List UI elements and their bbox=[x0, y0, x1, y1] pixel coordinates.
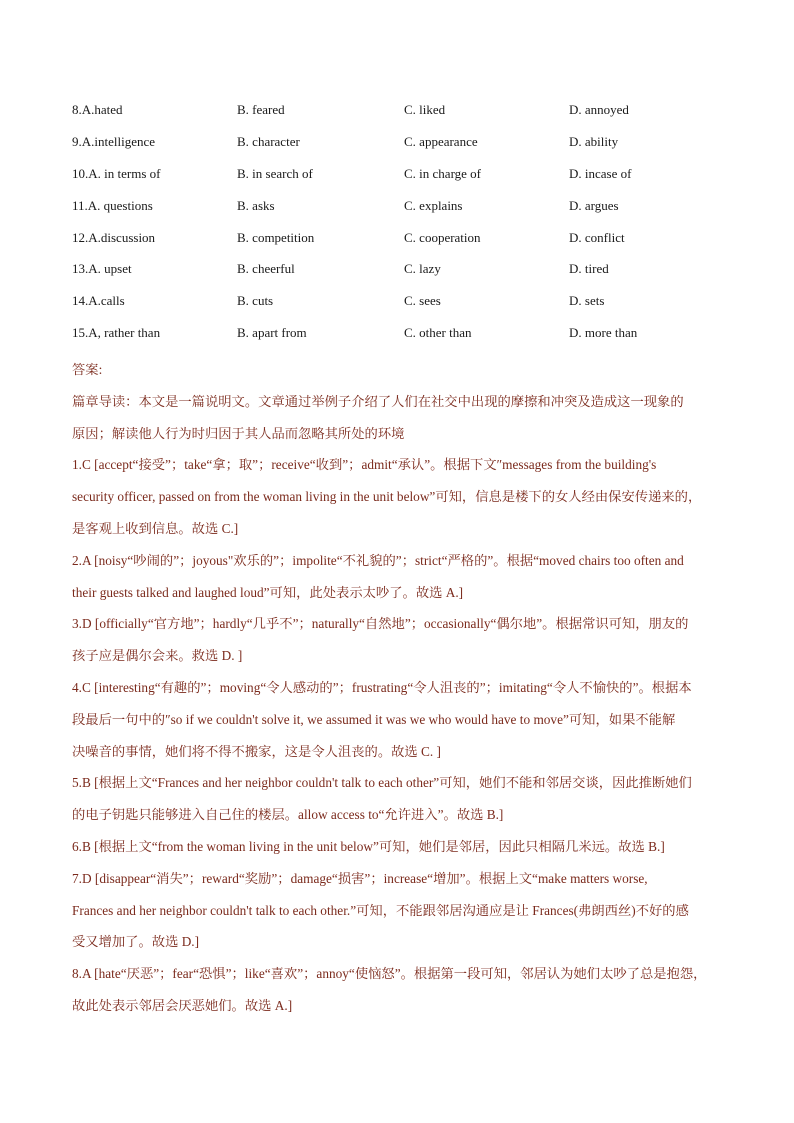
option-b: B. apart from bbox=[237, 325, 307, 341]
passage-guide-line: 篇章导读：本文是一篇说明文。文章通过举例子介绍了人们在社交中出现的摩擦和冲突及造成这一现象的 bbox=[72, 393, 684, 409]
option-c: C. appearance bbox=[404, 133, 478, 149]
option-d: D. sets bbox=[569, 293, 605, 309]
option-a: 12.A.discussion bbox=[72, 229, 156, 245]
explanation-1 bbox=[72, 449, 727, 544]
explanation-line: 3.D [officially“官方地”；hardly“几乎不”；naturally“自然地”；occasionally“偶尔地”。根据常识可知，朋友的 bbox=[72, 616, 689, 632]
option-d: D. conflict bbox=[569, 229, 625, 245]
option-d: D. argues bbox=[569, 197, 619, 213]
option-a: 9.A.intelligence bbox=[72, 133, 156, 149]
option-row bbox=[72, 133, 752, 165]
option-d: D. more than bbox=[569, 325, 638, 341]
explanation-line: 故此处表示邻居会厌恶她们。故选 A.] bbox=[72, 997, 293, 1013]
option-a: 15.A, rather than bbox=[72, 325, 161, 341]
explanation-8 bbox=[72, 958, 727, 1022]
option-d: D. annoyed bbox=[569, 102, 629, 117]
option-c: C. liked bbox=[404, 102, 446, 117]
option-d: D. ability bbox=[569, 133, 619, 149]
answer-section bbox=[72, 354, 727, 1022]
option-d: D. incase of bbox=[569, 165, 632, 181]
explanation-5 bbox=[72, 767, 727, 831]
explanation-line: 6.B [根据上文“from the woman living in the unit below”可知，她们是邻居，因此只相隔几米远。故选 B.] bbox=[72, 838, 665, 854]
explanation-7 bbox=[72, 863, 727, 958]
option-c: C. cooperation bbox=[404, 229, 481, 245]
options-table bbox=[72, 101, 752, 356]
option-c: C. lazy bbox=[404, 261, 441, 277]
option-row bbox=[72, 197, 752, 229]
explanation-line: 2.A [noisy“吵闹的”；joyous"欢乐的”；impolite“不礼貌的”；strict“严格的”。根据“moved chairs too often and bbox=[72, 552, 684, 568]
passage-guide-line: 原因；解读他人行为时归因于其人品而忽略其所处的环境 bbox=[72, 425, 405, 441]
explanation-line: 孩子应是偶尔会来。救选 D. ] bbox=[72, 648, 243, 664]
explanation-line: Frances and her neighbor couldn't talk to each other.”可知，不能跟邻居沟通应是让 Frances(弗朗西丝)不好的感 bbox=[72, 902, 689, 918]
explanation-line: security officer, passed on from the woman living in the unit below”可知，信息是楼下的女人经由保安传递来的， bbox=[72, 489, 702, 505]
option-row bbox=[72, 101, 752, 133]
option-a: 11.A. questions bbox=[72, 197, 153, 213]
explanation-line: 段最后一句中的″so if we couldn't solve it, we assumed it was we who would have to move”可知，如果不能解 bbox=[72, 711, 676, 727]
explanation-6 bbox=[72, 831, 727, 863]
option-a: 10.A. in terms of bbox=[72, 165, 161, 181]
explanation-line: 是客观上收到信息。故选 C.] bbox=[72, 520, 239, 536]
option-c: C. in charge of bbox=[404, 165, 482, 181]
option-c: C. other than bbox=[404, 325, 472, 341]
option-row bbox=[72, 324, 752, 356]
explanation-line: 4.C [interesting“有趣的”；moving“令人感动的”；frustrating“令人沮丧的”；imitating“令人不愉快的”。根据本 bbox=[72, 679, 692, 695]
option-a: 14.A.calls bbox=[72, 293, 125, 309]
option-c: C. sees bbox=[404, 293, 441, 309]
explanation-2 bbox=[72, 545, 727, 609]
explanation-4 bbox=[72, 672, 727, 767]
option-b: B. in search of bbox=[237, 165, 313, 181]
option-b: B. cheerful bbox=[237, 261, 295, 277]
option-b: B. asks bbox=[237, 197, 275, 213]
option-a: 8.A.hated bbox=[72, 102, 123, 117]
answer-heading: 答案: bbox=[72, 362, 103, 377]
explanation-line: 7.D [disappear“消失”；reward“奖励”；damage“损害”；increase“增加”。根据上文“make matters worse, bbox=[72, 870, 648, 886]
explanation-3 bbox=[72, 608, 727, 672]
option-b: B. character bbox=[237, 133, 300, 149]
explanation-line: 1.C [accept“接受”；take“拿；取”；receive“收到”；admit“承认”。根据下文″messages from the building's bbox=[72, 457, 657, 473]
option-a: 13.A. upset bbox=[72, 261, 132, 277]
explanation-line: 5.B [根据上文“Frances and her neighbor couldn't talk to each other”可知，她们不能和邻居交谈，因此推断她们 bbox=[72, 775, 692, 791]
option-b: B. feared bbox=[237, 102, 285, 117]
option-d: D. tired bbox=[569, 261, 609, 277]
option-row bbox=[72, 292, 752, 324]
explanation-line: 的电子钥匙只能够进入自己住的楼层。allow access to“允许进入”。故选 B.] bbox=[72, 807, 504, 823]
option-row bbox=[72, 165, 752, 197]
explanation-line: their guests talked and laughed loud”可知，此处表示太吵了。故选 A.] bbox=[72, 584, 464, 600]
option-row bbox=[72, 229, 752, 261]
option-row bbox=[72, 260, 752, 292]
option-b: B. cuts bbox=[237, 293, 274, 309]
option-b: B. competition bbox=[237, 229, 315, 245]
option-c: C. explains bbox=[404, 197, 463, 213]
explanation-line: 受又增加了。故选 D.] bbox=[72, 934, 200, 950]
explanation-line: 决噪音的事情，她们将不得不搬家，这是令人沮丧的。故选 C. ] bbox=[72, 743, 441, 759]
explanation-line: 8.A [hate“厌恶”；fear“恐惧”；like“喜欢”；annoy“使恼怒”。根据第一段可知，邻居认为她们太吵了总是抱怨， bbox=[72, 966, 707, 982]
